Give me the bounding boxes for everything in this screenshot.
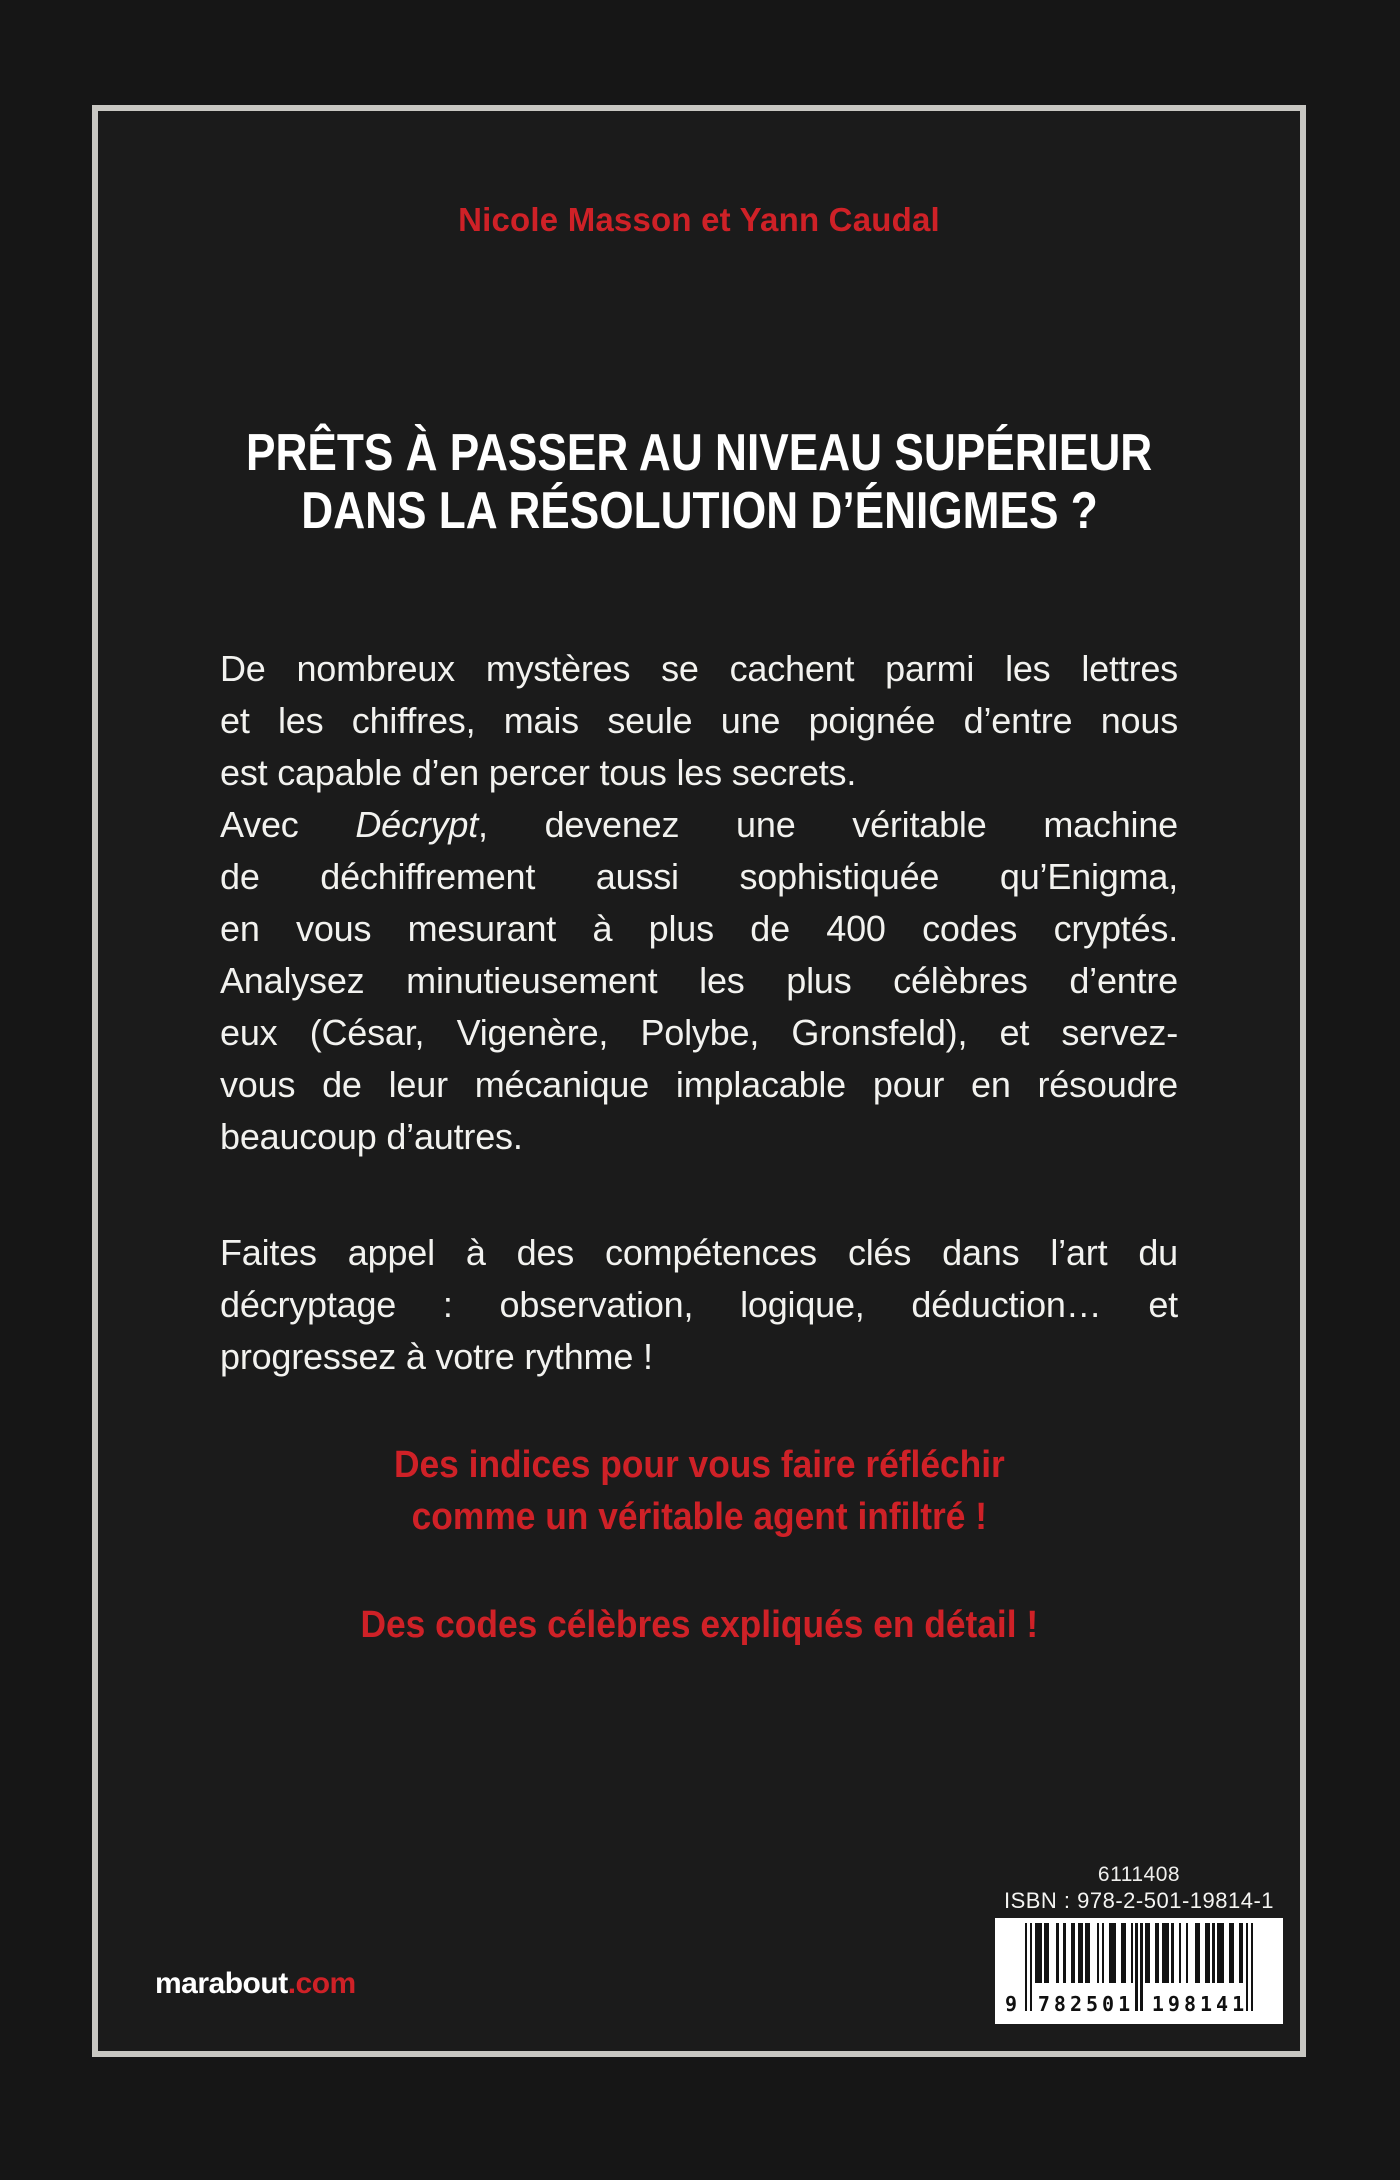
barcode-bar: [1102, 1923, 1104, 1983]
body-line: Avec Décrypt, devenez une véritable machine: [220, 804, 1178, 845]
body-line: De nombreux mystères se cachent parmi les lettres: [220, 648, 1178, 689]
barcode-bar: [1087, 1923, 1089, 1983]
body-line: vous de leur mécanique implacable pour en résoudre: [220, 1064, 1178, 1105]
body-line: beaucoup d’autres.: [220, 1116, 523, 1157]
highlight-block-2: [92, 1599, 1306, 1651]
body-line: décryptage : observation, logique, déduction… et: [220, 1284, 1178, 1325]
highlight-block-1: [92, 1439, 1306, 1543]
paragraph: [220, 643, 1178, 799]
barcode-bar: [1241, 1923, 1243, 1983]
barcode-bar: [1114, 1923, 1116, 1983]
barcode-bar: [1179, 1923, 1181, 1983]
barcode-bar: [1167, 1923, 1169, 1983]
body-line: en vous mesurant à plus de 400 codes cryptés.: [220, 908, 1178, 949]
barcode-bar: [1207, 1923, 1209, 1983]
barcode-bar: [1198, 1923, 1200, 1983]
caption-line: comme un véritable agent infiltré !: [411, 1496, 987, 1538]
paragraph: [220, 1227, 1178, 1383]
barcode-digits-group2: 198141: [1151, 1992, 1249, 2016]
barcode-bar: [1056, 1923, 1058, 1983]
body-line: Faites appel à des compétences clés dans l’art du: [220, 1232, 1178, 1273]
barcode-digit-system: 9: [1004, 1992, 1018, 2016]
barcode-bar: [1171, 1923, 1173, 1983]
barcode-digits: [995, 1992, 1283, 2016]
barcode-bar: [1073, 1923, 1075, 1983]
body-text: [220, 643, 1178, 1383]
paragraph: [220, 799, 1178, 1163]
barcode-bar: [1157, 1923, 1159, 1983]
barcode-bar: [1131, 1923, 1133, 1983]
isbn-text: ISBN : 978-2-501-19814-1: [1003, 1888, 1275, 1913]
site-name: marabout: [155, 1967, 288, 2000]
barcode-bar: [1147, 1923, 1149, 1983]
barcode-bar: [1080, 1923, 1082, 1983]
body-line: Analysez minutieusement les plus célèbres d’entre: [220, 960, 1178, 1001]
body-line: de déchiffrement aussi sophistiquée qu’Enigma,: [220, 856, 1178, 897]
caption-line: Des codes célèbres expliqués en détail !: [360, 1604, 1038, 1646]
caption-line: Des indices pour vous faire réfléchir: [393, 1444, 1005, 1486]
site-tld: .com: [287, 1967, 356, 2000]
body-line: et les chiffres, mais seule une poignée d’entre nous: [220, 700, 1178, 741]
barcode-block: [995, 1862, 1283, 2024]
heading-line-1: PRÊTS À PASSER AU NIVEAU SUPÉRIEUR: [245, 424, 1153, 482]
barcode-bar: [1047, 1923, 1049, 1983]
barcode-digits-group1: 782501: [1037, 1992, 1135, 2016]
barcode-bar: [1063, 1923, 1065, 1983]
body-line: est capable d’en percer tous les secrets.: [220, 752, 857, 793]
heading-line-2: DANS LA RÉSOLUTION D’ÉNIGMES ?: [300, 482, 1098, 540]
body-line: eux (César, Vigenère, Polybe, Gronsfeld), et servez-: [220, 1012, 1178, 1053]
barcode-bar: [1123, 1923, 1125, 1983]
barcode-bar: [1186, 1923, 1188, 1983]
product-code: 6111408: [1097, 1863, 1181, 1886]
barcode-bar: [1212, 1923, 1214, 1983]
author-line: Nicole Masson et Yann Caudal: [458, 201, 940, 238]
barcode-bar: [1039, 1923, 1041, 1983]
cover-heading: [92, 424, 1306, 540]
barcode-bar: [1097, 1923, 1099, 1983]
barcode-bar: [1222, 1923, 1224, 1983]
ean-barcode: [995, 1918, 1283, 2024]
barcode-bar: [1231, 1923, 1233, 1983]
publisher-site-logotype: [155, 1966, 356, 2002]
body-line: progressez à votre rythme !: [220, 1336, 653, 1377]
